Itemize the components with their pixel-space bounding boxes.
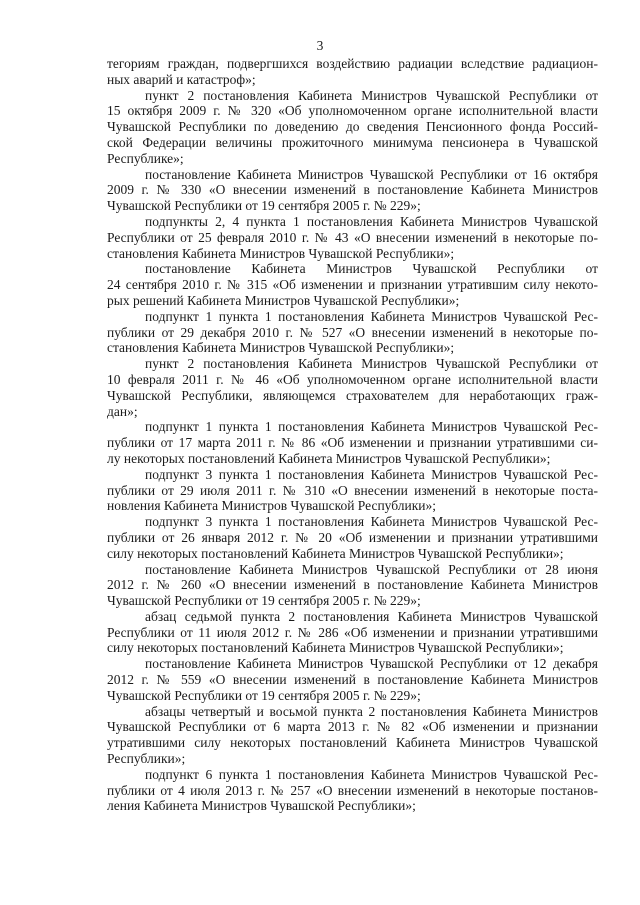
text-line: Чувашской Республики от 19 сентября 2005 г. № 229»; <box>107 593 421 609</box>
text-line: Республике»; <box>107 150 184 166</box>
paragraph <box>107 704 598 767</box>
text-line: подпункт 1 пункта 1 постановления Кабинета Министров Чувашской Рес- <box>145 419 598 435</box>
text-line: Республики от 25 февраля 2010 г. № 43 «О внесении изменений в некоторые по- <box>107 229 598 245</box>
text-line: 2009 г. № 330 «О внесении изменений в постановление Кабинета Министров <box>107 182 598 198</box>
text-line: ской Федерации величины прожиточного минимума пенсионера в Чувашской <box>107 134 598 150</box>
paragraph <box>107 261 598 308</box>
paragraph <box>107 419 598 466</box>
paragraph <box>107 309 598 356</box>
text-line: Республики»; <box>107 751 186 767</box>
paragraph <box>107 56 598 88</box>
text-line: постановление Кабинета Министров Чувашской Республики от 12 декабря <box>145 656 598 672</box>
paragraph <box>107 656 598 703</box>
text-line: 24 сентября 2010 г. № 315 «Об изменении и признании утратившим силу некото- <box>107 277 598 293</box>
text-line: абзацы четвертый и восьмой пункта 2 постановления Кабинета Министров <box>145 703 598 719</box>
paragraph <box>107 767 598 814</box>
text-line: становления Кабинета Министров Чувашской Республики»; <box>107 245 455 261</box>
text-line: рых решений Кабинета Министров Чувашской Республики»; <box>107 292 460 308</box>
paragraph <box>107 467 598 514</box>
text-line: ления Кабинета Министров Чувашской Республики»; <box>107 798 416 814</box>
page-number: 3 <box>316 38 324 53</box>
text-line: Чувашской Республики от 19 сентября 2005 г. № 229»; <box>107 687 421 703</box>
text-line: абзац седьмой пункта 2 постановления Кабинета Министров Чувашской <box>145 608 598 624</box>
text-line: ных аварий и катастроф»; <box>107 71 256 87</box>
text-line: постановление Кабинета Министров Чувашской Республики от 16 октября <box>145 166 598 182</box>
text-line: Чувашской Республики от 6 марта 2013 г. № 82 «Об изменении и признании <box>107 719 598 735</box>
text-line: подпункты 2, 4 пункта 1 постановления Кабинета Министров Чувашской <box>145 213 598 229</box>
text-line: пункт 2 постановления Кабинета Министров Чувашской Республики от <box>145 87 598 103</box>
text-line: 15 октября 2009 г. № 320 «Об уполномоченном органе исполнительной власти <box>107 103 598 119</box>
text-line: тегориям граждан, подвергшихся воздействию радиации вследствие радиацион- <box>107 56 598 71</box>
text-line: публики от 29 июля 2011 г. № 310 «О внесении изменений в некоторые поста- <box>107 482 598 498</box>
text-line: силу некоторых постановлений Кабинета Министров Чувашской Республики»; <box>107 545 564 561</box>
text-line: подпункт 3 пункта 1 постановления Кабинета Министров Чувашской Рес- <box>145 466 598 482</box>
text-line: утратившими силу некоторых постановлений Кабинета Министров Чувашской <box>107 735 598 751</box>
text-line: Республики от 11 июля 2012 г. № 286 «Об изменении и признании утратившими <box>107 624 598 640</box>
text-line: Чувашской Республики по доведению до сведения Пенсионного фонда Россий- <box>107 119 598 135</box>
text-line: подпункт 3 пункта 1 постановления Кабинета Министров Чувашской Рес- <box>145 514 598 530</box>
text-line: постановление Кабинета Министров Чувашской Республики от <box>145 261 598 277</box>
paragraph <box>107 167 598 214</box>
text-line: Чувашской Республики, являющемся страхователем для неработающих граж- <box>107 387 598 403</box>
text-line: публики от 17 марта 2011 г. № 86 «Об изменении и признании утратившими си- <box>107 435 598 451</box>
paragraph <box>107 514 598 561</box>
paragraph <box>107 562 598 609</box>
text-line: новления Кабинета Министров Чувашской Республики»; <box>107 498 437 514</box>
text-line: постановление Кабинета Министров Чувашской Республики от 28 июня <box>145 561 598 577</box>
text-line: публики от 29 декабря 2010 г. № 527 «О внесении изменений в некоторые по- <box>107 324 598 340</box>
text-line: 2012 г. № 559 «О внесении изменений в постановление Кабинета Министров <box>107 672 598 688</box>
text-line: силу некоторых постановлений Кабинета Министров Чувашской Республики»; <box>107 640 564 656</box>
text-line: подпункт 1 пункта 1 постановления Кабинета Министров Чувашской Рес- <box>145 308 598 324</box>
text-line: становления Кабинета Министров Чувашской Республики»; <box>107 340 455 356</box>
text-line: 10 февраля 2011 г. № 46 «Об уполномоченном органе исполнительной власти <box>107 371 598 387</box>
paragraph <box>107 214 598 261</box>
text-line: пункт 2 постановления Кабинета Министров Чувашской Республики от <box>145 356 598 372</box>
text-line: дан»; <box>107 403 138 419</box>
paragraph <box>107 356 598 419</box>
text-line: лу некоторых постановлений Кабинета Министров Чувашской Республики»; <box>107 450 551 466</box>
text-line: 2012 г. № 260 «О внесении изменений в постановление Кабинета Министров <box>107 577 598 593</box>
paragraph <box>107 609 598 656</box>
paragraph <box>107 88 598 167</box>
text-line: публики от 26 января 2012 г. № 20 «Об изменении и признании утратившими <box>107 529 598 545</box>
text-line: Чувашской Республики от 19 сентября 2005 г. № 229»; <box>107 198 421 214</box>
text-line: подпункт 6 пункта 1 постановления Кабинета Министров Чувашской Рес- <box>145 766 598 782</box>
document-body <box>107 56 598 814</box>
text-line: публики от 4 июля 2013 г. № 257 «О внесении изменений в некоторые постанов- <box>107 782 598 798</box>
